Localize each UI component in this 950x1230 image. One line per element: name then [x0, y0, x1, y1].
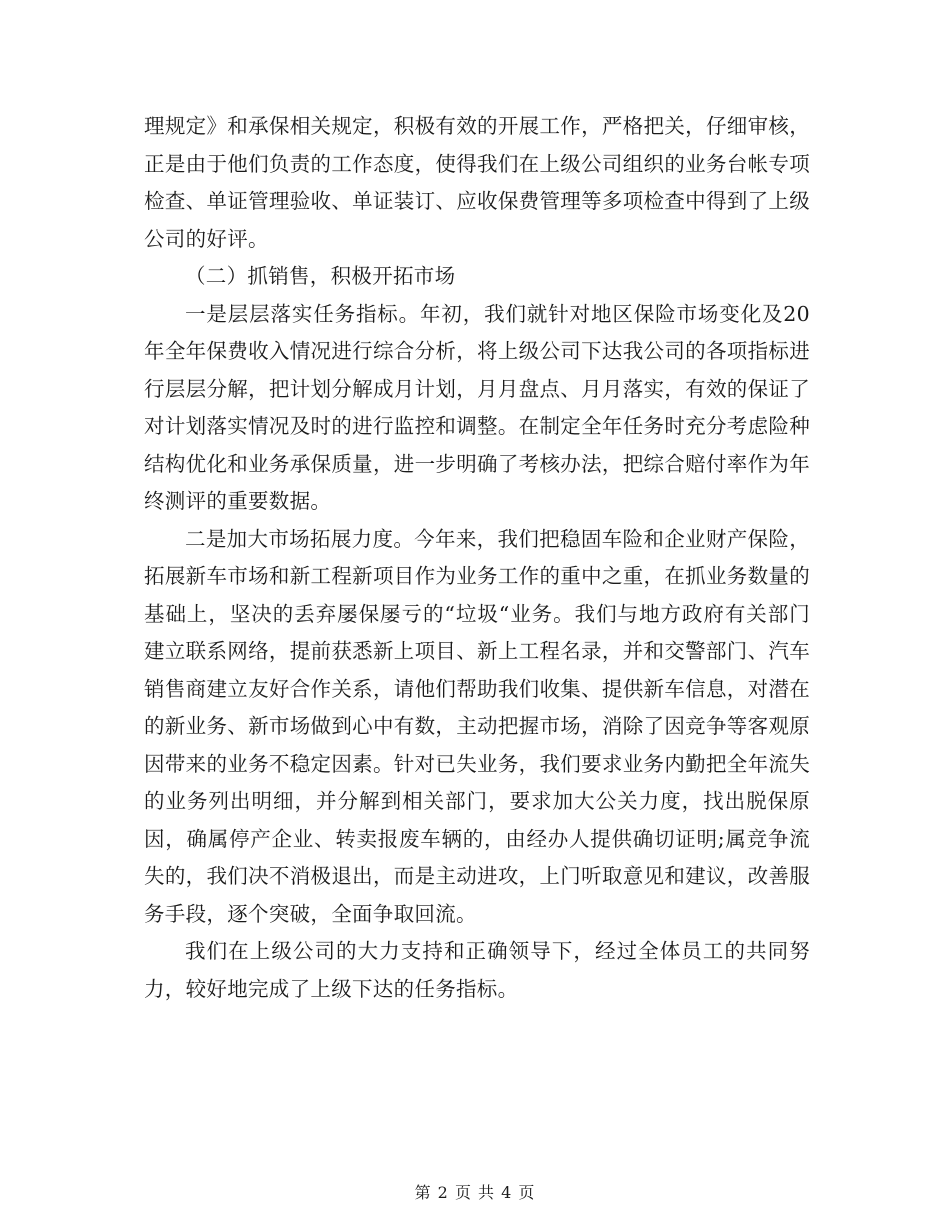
page-number-footer: 第 2 页 共 4 页: [414, 1183, 536, 1202]
section-heading: （二）抓销售，积极开拓市场: [185, 264, 456, 288]
document-body: [144, 108, 810, 1008]
paragraph-task-targets: 一是层层落实任务指标。年初，我们就针对地区保险市场变化及20年全年保费收入情况进行综合分析，将上级公司下达我公司的各项指标进行层层分解，把计划分解成月计划，月月盘点、月月落实，有效的保证了对计划落实情况及时的进行监控和调整。在制定全年任务时充分考虑险种结构优化和业务承保质量，进一步明确了考核办法，把综合赔付率作为年终测评的重要数据。: [144, 301, 810, 513]
paragraph-conclusion: 我们在上级公司的大力支持和正确领导下，经过全体员工的共同努力，较好地完成了上级下达的任务指标。: [144, 939, 810, 1001]
paragraph-continued: 理规定》和承保相关规定，积极有效的开展工作，严格把关，仔细审核，正是由于他们负责的工作态度，使得我们在上级公司组织的业务台帐专项检查、单证管理验收、单证装订、应收保费管理等多项检查中得到了上级公司的好评。: [144, 114, 810, 251]
paragraph-market-expansion: 二是加大市场拓展力度。今年来，我们把稳固车险和企业财产保险，拓展新车市场和新工程新项目作为业务工作的重中之重，在抓业务数量的基础上，坚决的丢弃屡保屡亏的“垃圾“业务。我们与地方政府有关部门建立联系网络，提前获悉新上项目、新上工程名录，并和交警部门、汽车销售商建立友好合作关系，请他们帮助我们收集、提供新车信息，对潜在的新业务、新市场做到心中有数，主动把握市场，消除了因竞争等客观原因带来的业务不稳定因素。针对已失业务，我们要求业务内勤把全年流失的业务列出明细，并分解到相关部门，要求加大公关力度，找出脱保原因，确属停产企业、转卖报废车辆的，由经办人提供确切证明;属竞争流失的，我们决不消极退出，而是主动进攻，上门听取意见和建议，改善服务手段，逐个突破，全面争取回流。: [144, 526, 810, 926]
